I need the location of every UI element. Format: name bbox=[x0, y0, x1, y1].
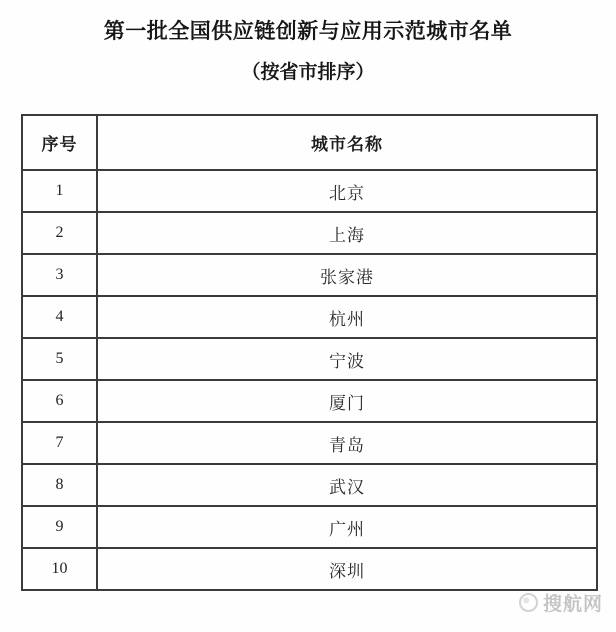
table-row bbox=[22, 212, 597, 254]
city-list-table bbox=[21, 114, 598, 591]
table-row bbox=[22, 380, 597, 422]
table-row bbox=[22, 464, 597, 506]
city-cell: 上海 bbox=[97, 212, 597, 254]
serial-cell: 10 bbox=[22, 548, 97, 590]
city-cell: 张家港 bbox=[97, 254, 597, 296]
table-row bbox=[22, 296, 597, 338]
serial-cell: 7 bbox=[22, 422, 97, 464]
city-cell: 深圳 bbox=[97, 548, 597, 590]
serial-cell: 8 bbox=[22, 464, 97, 506]
city-cell: 武汉 bbox=[97, 464, 597, 506]
header-city-name: 城市名称 bbox=[97, 115, 597, 170]
city-cell: 厦门 bbox=[97, 380, 597, 422]
table-row bbox=[22, 548, 597, 590]
serial-cell: 5 bbox=[22, 338, 97, 380]
serial-cell: 4 bbox=[22, 296, 97, 338]
souhang-watermark bbox=[519, 589, 603, 616]
table-row bbox=[22, 422, 597, 464]
watermark-label: 搜航网 bbox=[542, 594, 603, 615]
serial-cell: 6 bbox=[22, 380, 97, 422]
table-row bbox=[22, 254, 597, 296]
table-row bbox=[22, 170, 597, 212]
table-row bbox=[22, 506, 597, 548]
serial-cell: 1 bbox=[22, 170, 97, 212]
page-title: 第一批全国供应链创新与应用示范城市名单 bbox=[103, 19, 513, 43]
page-subtitle: （按省市排序） bbox=[241, 62, 375, 83]
city-cell: 青岛 bbox=[97, 422, 597, 464]
header-serial: 序号 bbox=[22, 115, 97, 170]
table-row bbox=[22, 338, 597, 380]
souhang-logo-icon bbox=[519, 593, 538, 612]
city-cell: 杭州 bbox=[97, 296, 597, 338]
table-header-row bbox=[22, 115, 597, 170]
city-cell: 广州 bbox=[97, 506, 597, 548]
serial-cell: 2 bbox=[22, 212, 97, 254]
city-cell: 宁波 bbox=[97, 338, 597, 380]
city-cell: 北京 bbox=[97, 170, 597, 212]
serial-cell: 9 bbox=[22, 506, 97, 548]
serial-cell: 3 bbox=[22, 254, 97, 296]
